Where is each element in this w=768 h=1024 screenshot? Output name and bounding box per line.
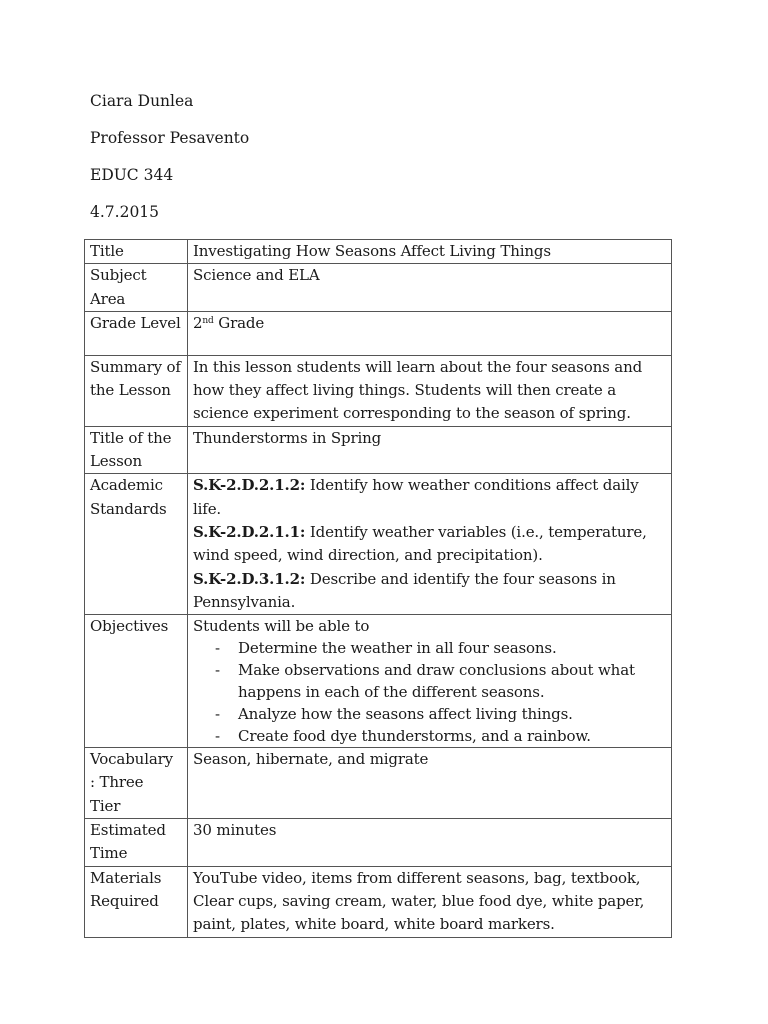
table-row-objectives [85,615,672,748]
row-label-academic-standards: Academic Standards [85,474,188,615]
row-label-summary: Summary of the Lesson [85,355,188,426]
lesson-plan-table [84,239,672,938]
row-value-materials: YouTube video, items from different seasons, bag, textbook, Clear cups, saving cream, water, blue food dye, white paper, paint, plates, white board, white board markers. [188,866,672,937]
list-item [215,659,666,703]
standard-code: S.K-2.D.3.1.2: [193,569,306,588]
standard-item [193,521,666,568]
row-value-subject-area: Science and ELA [188,264,672,312]
table-row-estimated-time [85,819,672,867]
course-code: EDUC 344 [90,166,174,184]
row-value-title: Investigating How Seasons Affect Living Things [188,240,672,264]
document-header [90,91,490,239]
row-label-vocabulary [85,748,188,819]
row-label-grade-level: Grade Level [85,311,188,355]
vocabulary-label-line3: Tier [90,796,121,815]
standard-code: S.K-2.D.2.1.2: [193,476,306,495]
row-value-lesson-title: Thunderstorms in Spring [188,426,672,474]
document-date: 4.7.2015 [90,203,160,221]
vocabulary-label-line1: Vocabulary [90,750,173,769]
bullet-dash: - [215,705,220,724]
standard-text: Identify how weather conditions affect daily life. [193,476,639,518]
standard-text: Identify weather variables (i.e., temperature, wind speed, wind direction, and precipitation). [193,522,647,565]
row-label-materials: Materials Required [85,866,188,937]
objectives-intro: Students will be able to [193,617,370,636]
grade-suffix: Grade [213,313,265,332]
objective-text: Determine the weather in all four seasons. [238,639,557,658]
row-value-estimated-time: 30 minutes [188,819,672,867]
list-item [215,703,666,725]
row-value-summary: In this lesson students will learn about the four seasons and how they affect living things. Students will then create a science experiment corresponding to the season of spring. [188,355,672,426]
bullet-dash: - [215,727,220,746]
table-row-subject-area [85,264,672,312]
bullet-dash: - [215,639,220,658]
standard-item [193,474,666,521]
objective-text: Analyze how the seasons affect living things. [238,705,573,724]
objectives-list [193,637,666,747]
list-item [215,725,666,747]
table-row-lesson-title [85,426,672,474]
row-label-lesson-title: Title of the Lesson [85,426,188,474]
grade-number: 2 [193,313,203,332]
row-label-estimated-time: Estimated Time [85,819,188,867]
row-value-vocabulary: Season, hibernate, and migrate [188,748,672,819]
list-item [215,637,666,659]
row-label-subject-area: Subject Area [85,264,188,312]
objective-text: Make observations and draw conclusions about what happens in each of the different seasons. [238,661,635,702]
table-row-vocabulary [85,748,672,819]
row-label-objectives: Objectives [85,615,188,748]
standard-item [193,568,666,615]
table-row-grade-level [85,311,672,355]
table-row-summary [85,355,672,426]
grade-superscript: nd [202,315,214,326]
objective-text: Create food dye thunderstorms, and a rainbow. [238,727,591,746]
table-row-materials [85,866,672,937]
bullet-dash: - [215,661,220,680]
table-row-title [85,240,672,264]
row-value-academic-standards [188,474,672,615]
table-row-academic-standards [85,474,672,615]
vocabulary-label-line2: : Three [90,773,144,792]
standard-code: S.K-2.D.2.1.1: [193,522,306,541]
professor-name: Professor Pesavento [90,129,250,147]
row-value-objectives [188,615,672,748]
student-name: Ciara Dunlea [90,92,194,110]
row-label-title: Title [85,240,188,264]
row-value-grade-level [188,311,672,355]
standard-text: Describe and identify the four seasons in Pennsylvania. [193,569,616,611]
